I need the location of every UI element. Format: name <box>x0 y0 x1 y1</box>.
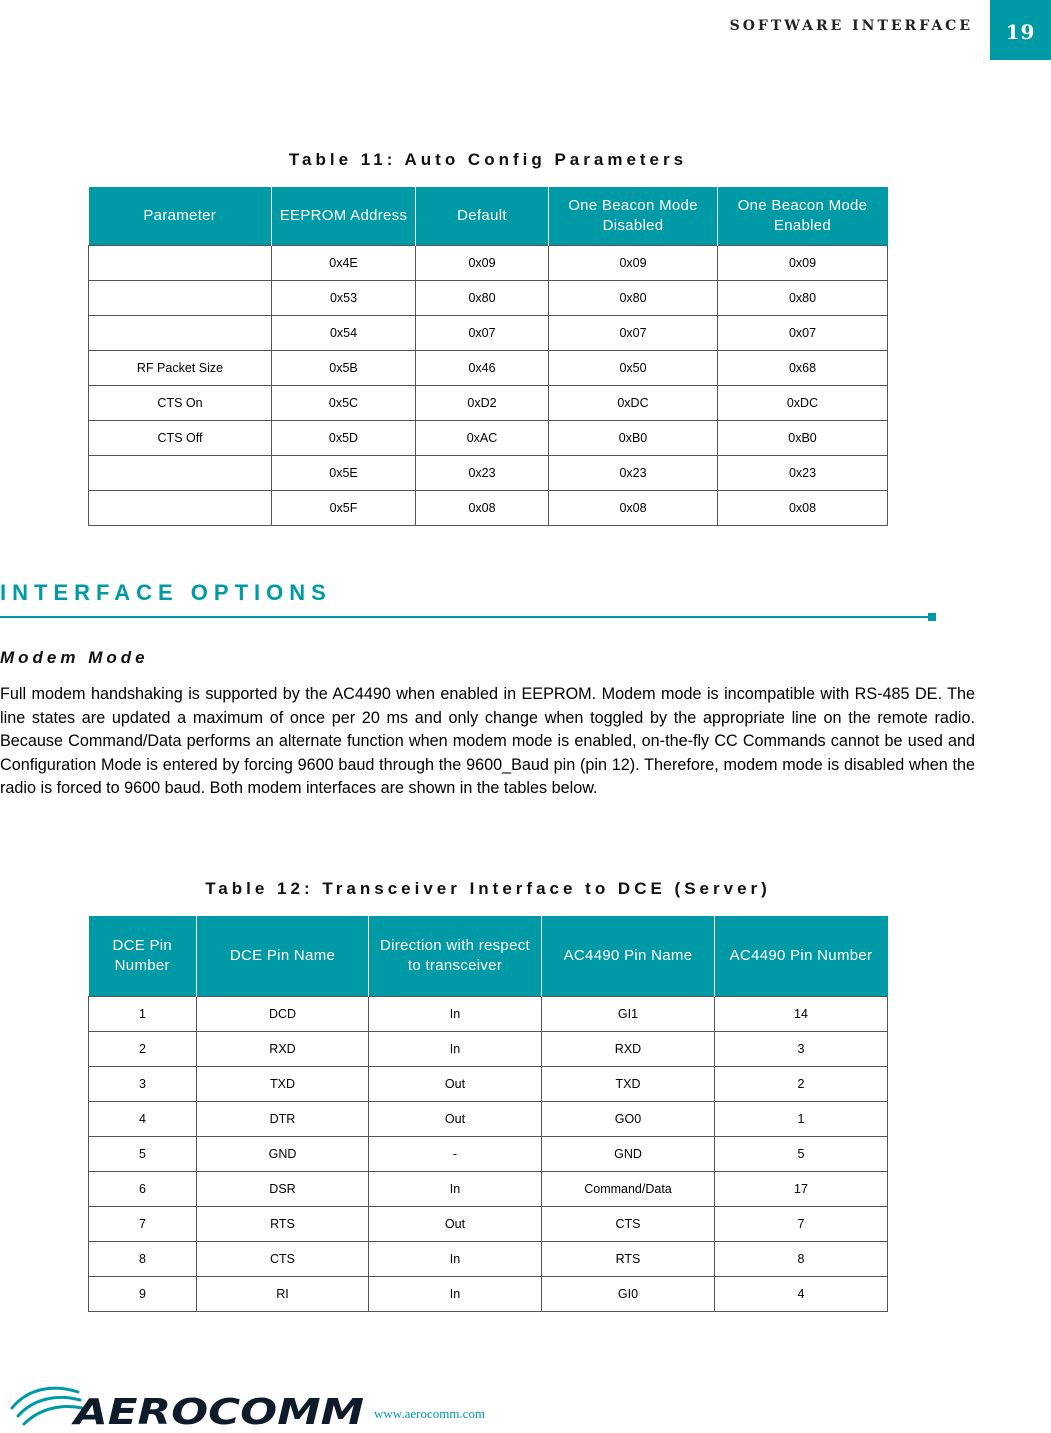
table-cell: 0x07 <box>718 315 888 350</box>
table-cell: GND <box>542 1136 715 1171</box>
table-cell: 0x68 <box>718 350 888 385</box>
column-header: Default <box>416 187 549 245</box>
table-cell: 14 <box>715 996 888 1031</box>
table-cell: 1 <box>715 1101 888 1136</box>
table-cell: 0x5F <box>272 490 416 525</box>
table-cell: 2 <box>715 1066 888 1101</box>
table-cell: In <box>369 1171 542 1206</box>
table-cell: CTS <box>542 1206 715 1241</box>
column-header: DCE Pin Name <box>197 916 369 996</box>
table-cell: 7 <box>89 1206 197 1241</box>
table-cell: RI <box>197 1276 369 1311</box>
table-cell: 0x46 <box>416 350 549 385</box>
table-cell: Command/Data <box>542 1171 715 1206</box>
table-cell: 0x50 <box>549 350 718 385</box>
table-cell: CTS On <box>89 385 272 420</box>
website-url[interactable]: www.aerocomm.com <box>374 1406 486 1421</box>
table-cell: DSR <box>197 1171 369 1206</box>
aerocomm-logo <box>8 1380 368 1432</box>
table-cell: 8 <box>89 1241 197 1276</box>
auto-config-table <box>88 187 888 526</box>
table-cell: 8 <box>715 1241 888 1276</box>
table-cell: 0xDC <box>549 385 718 420</box>
table-row <box>89 385 888 420</box>
column-header: One Beacon Mode Disabled <box>549 187 718 245</box>
table-row <box>89 245 888 280</box>
table-cell: 3 <box>89 1066 197 1101</box>
table-cell: 0x5E <box>272 455 416 490</box>
table-cell: RXD <box>542 1031 715 1066</box>
table-cell: TXD <box>542 1066 715 1101</box>
table-cell: 0x5D <box>272 420 416 455</box>
table-row <box>89 1276 888 1311</box>
table-row <box>89 1136 888 1171</box>
table-cell <box>89 455 272 490</box>
table-cell: 0x5B <box>272 350 416 385</box>
table-cell: 2 <box>89 1031 197 1066</box>
column-header: Direction with respect to transceiver <box>369 916 542 996</box>
table-row <box>89 280 888 315</box>
table-cell: 0x08 <box>718 490 888 525</box>
table-cell: 7 <box>715 1206 888 1241</box>
table-cell: 0xB0 <box>718 420 888 455</box>
table-cell: In <box>369 1241 542 1276</box>
table-cell: 0x54 <box>272 315 416 350</box>
table-cell: 0x08 <box>549 490 718 525</box>
table-cell: RF Packet Size <box>89 350 272 385</box>
table-row <box>89 996 888 1031</box>
page-number: 19 <box>990 0 1051 60</box>
table-row <box>89 1241 888 1276</box>
table-cell: RTS <box>197 1206 369 1241</box>
table-cell: 17 <box>715 1171 888 1206</box>
table-row <box>89 1066 888 1101</box>
section-title: INTERFACE OPTIONS <box>0 580 332 605</box>
table-row <box>89 455 888 490</box>
table-row <box>89 420 888 455</box>
table-cell: 0x09 <box>549 245 718 280</box>
table-cell: GI1 <box>542 996 715 1031</box>
table-cell <box>89 490 272 525</box>
table-row <box>89 490 888 525</box>
table-cell: 0x53 <box>272 280 416 315</box>
table-cell <box>89 280 272 315</box>
table-cell: In <box>369 1031 542 1066</box>
table-cell: 6 <box>89 1171 197 1206</box>
column-header: AC4490 Pin Number <box>715 916 888 996</box>
column-header: DCE Pin Number <box>89 916 197 996</box>
running-header: SOFTWARE INTERFACE <box>729 18 973 34</box>
table-cell: In <box>369 1276 542 1311</box>
table-cell: 9 <box>89 1276 197 1311</box>
table-cell: 3 <box>715 1031 888 1066</box>
column-header: Parameter <box>89 187 272 245</box>
table-cell: GI0 <box>542 1276 715 1311</box>
table-cell: 0xB0 <box>549 420 718 455</box>
table-cell: 0xAC <box>416 420 549 455</box>
table11-caption: Table 11: Auto Config Parameters <box>288 150 688 169</box>
table-cell <box>89 245 272 280</box>
table-cell: 0x23 <box>549 455 718 490</box>
table-cell: 0x23 <box>416 455 549 490</box>
table-cell: TXD <box>197 1066 369 1101</box>
table-cell: 4 <box>89 1101 197 1136</box>
table-row <box>89 1031 888 1066</box>
table-row <box>89 1171 888 1206</box>
table-cell: RXD <box>197 1031 369 1066</box>
table12-caption: Table 12: Transceiver Interface to DCE (Server) <box>205 879 771 898</box>
table-cell: 0x80 <box>718 280 888 315</box>
table-cell: Out <box>369 1066 542 1101</box>
subsection-title: Modem Mode <box>0 648 149 667</box>
dce-interface-table <box>88 916 888 1312</box>
table-cell: CTS Off <box>89 420 272 455</box>
table-cell: 0x08 <box>416 490 549 525</box>
table-cell: 4 <box>715 1276 888 1311</box>
column-header: AC4490 Pin Name <box>542 916 715 996</box>
body-paragraph: Full modem handshaking is supported by the AC4490 when enabled in EEPROM. Modem mode is incompatible with RS-485 DE. The line states are updated a maximum of once per 20 ms and only change when toggled by the appropriate line on the remote radio. Because Command/Data performs an alternate function when modem mode is enabled, on-the-fly CC Commands cannot be used and Configuration Mode is entered by forcing 9600 baud through the 9600_Baud pin (pin 12). Therefore, modem mode is disabled when the radio is forced to 9600 baud. Both modem interfaces are shown in the tables below. <box>0 685 975 798</box>
table-cell: 0x5C <box>272 385 416 420</box>
table-cell: 0x80 <box>549 280 718 315</box>
table-cell: Out <box>369 1101 542 1136</box>
column-header: EEPROM Address <box>272 187 416 245</box>
table-cell: 5 <box>89 1136 197 1171</box>
table-cell: RTS <box>542 1241 715 1276</box>
table-cell: 0xD2 <box>416 385 549 420</box>
table-cell: 0x07 <box>416 315 549 350</box>
table-cell: GND <box>197 1136 369 1171</box>
section-rule <box>0 616 930 618</box>
table-cell: 1 <box>89 996 197 1031</box>
table-cell: In <box>369 996 542 1031</box>
table-row <box>89 350 888 385</box>
table-row <box>89 315 888 350</box>
table-row <box>89 1206 888 1241</box>
table-cell: GO0 <box>542 1101 715 1136</box>
section-rule-marker <box>928 613 936 621</box>
table-cell: 0x09 <box>416 245 549 280</box>
table-cell: 0x07 <box>549 315 718 350</box>
table-cell: - <box>369 1136 542 1171</box>
table-cell: 0xDC <box>718 385 888 420</box>
table-cell <box>89 315 272 350</box>
table-cell: 0x80 <box>416 280 549 315</box>
svg-text:AEROCOMM: AEROCOMM <box>70 1392 365 1432</box>
table-cell: 5 <box>715 1136 888 1171</box>
table-cell: 0x09 <box>718 245 888 280</box>
table-row <box>89 1101 888 1136</box>
table-cell: DCD <box>197 996 369 1031</box>
table-cell: Out <box>369 1206 542 1241</box>
column-header: One Beacon Mode Enabled <box>718 187 888 245</box>
table-cell: CTS <box>197 1241 369 1276</box>
table-cell: 0x4E <box>272 245 416 280</box>
table-cell: 0x23 <box>718 455 888 490</box>
table-cell: DTR <box>197 1101 369 1136</box>
